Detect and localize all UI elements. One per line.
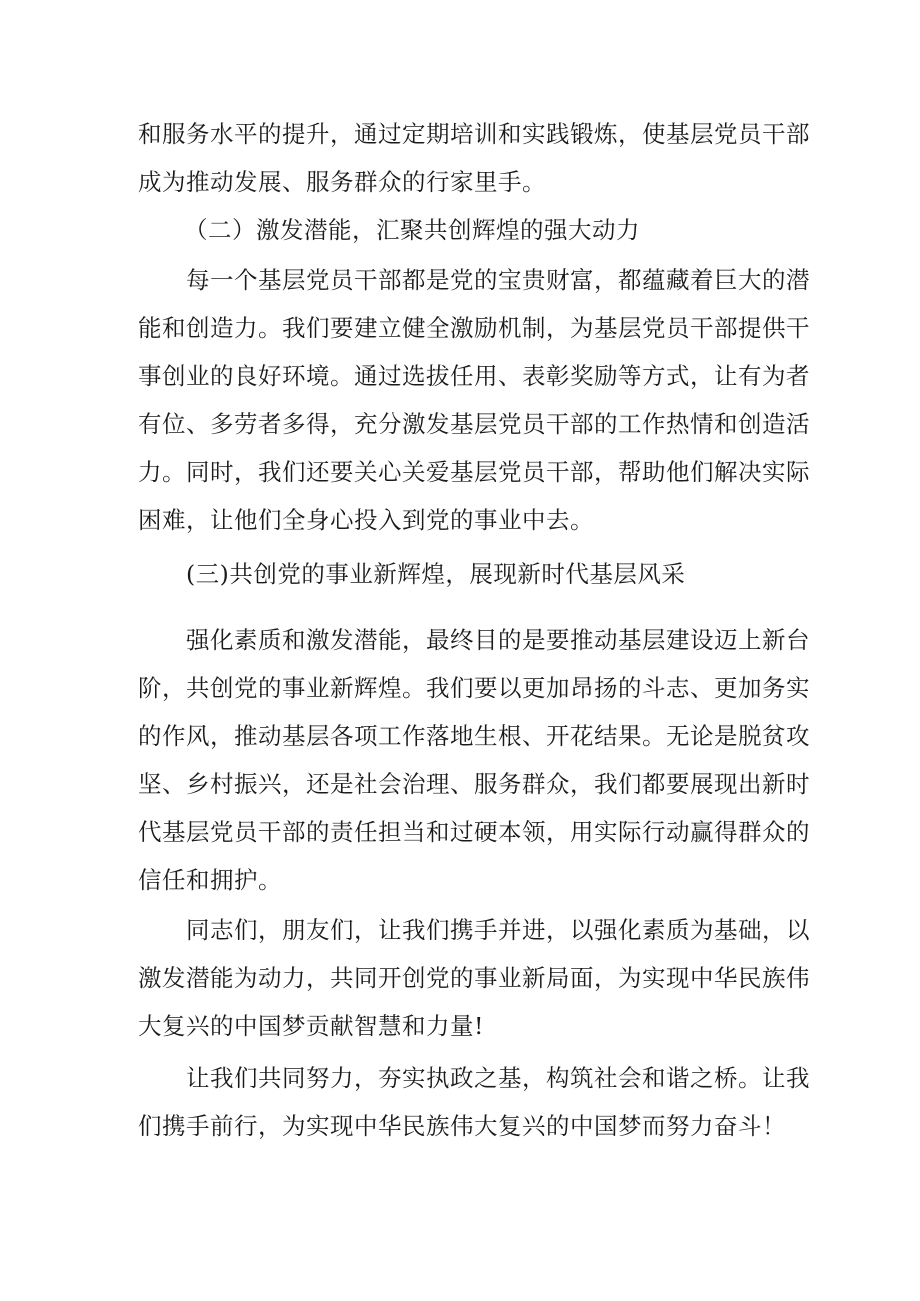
paragraph-line: 成为推动发展、服务群众的行家里手。: [138, 168, 546, 196]
paragraph-line: 的作风，推动基层各项工作落地生根、开花结果。无论是脱贫攻: [138, 722, 810, 750]
paragraph-line: 激发潜能为动力，共同开创党的事业新局面，为实现中华民族伟: [138, 964, 810, 992]
section-heading: (三)共创党的事业新辉煌，展现新时代基层风采: [186, 560, 686, 588]
paragraph-line: 让我们共同努力，夯实执政之基，构筑社会和谐之桥。让我: [186, 1064, 810, 1092]
paragraph-line: 事创业的良好环境。通过选拔任用、表彰奖励等方式，让有为者: [138, 362, 810, 390]
paragraph-line: 能和创造力。我们要建立健全激励机制，为基层党员干部提供干: [138, 314, 810, 342]
paragraph-line: 坚、乡村振兴，还是社会治理、服务群众，我们都要展现出新时: [138, 770, 810, 798]
paragraph-line: 们携手前行，为实现中华民族伟大复兴的中国梦而努力奋斗！: [138, 1112, 786, 1140]
paragraph-line: 力。同时，我们还要关心关爱基层党员干部，帮助他们解决实际: [138, 458, 810, 486]
paragraph-line: 困难，让他们全身心投入到党的事业中去。: [138, 506, 594, 534]
paragraph-line: 有位、多劳者多得，充分激发基层党员干部的工作热情和创造活: [138, 410, 810, 438]
paragraph-line: 同志们，朋友们，让我们携手并进，以强化素质为基础，以: [186, 916, 810, 944]
paragraph-line: 每一个基层党员干部都是党的宝贵财富，都蕴藏着巨大的潜: [186, 266, 810, 294]
paragraph-line: 信任和拥护。: [138, 866, 282, 894]
paragraph-line: 强化素质和激发潜能，最终目的是要推动基层建设迈上新台: [186, 626, 810, 654]
section-heading: （二）激发潜能，汇聚共创辉煌的强大动力: [184, 216, 640, 244]
paragraph-line: 大复兴的中国梦贡献智慧和力量!: [138, 1012, 484, 1040]
paragraph-line: 阶，共创党的事业新辉煌。我们要以更加昂扬的斗志、更加务实: [138, 674, 810, 702]
paragraph-line: 和服务水平的提升，通过定期培训和实践锻炼，使基层党员干部: [138, 120, 810, 148]
paragraph-line: 代基层党员干部的责任担当和过硬本领，用实际行动赢得群众的: [138, 818, 810, 846]
